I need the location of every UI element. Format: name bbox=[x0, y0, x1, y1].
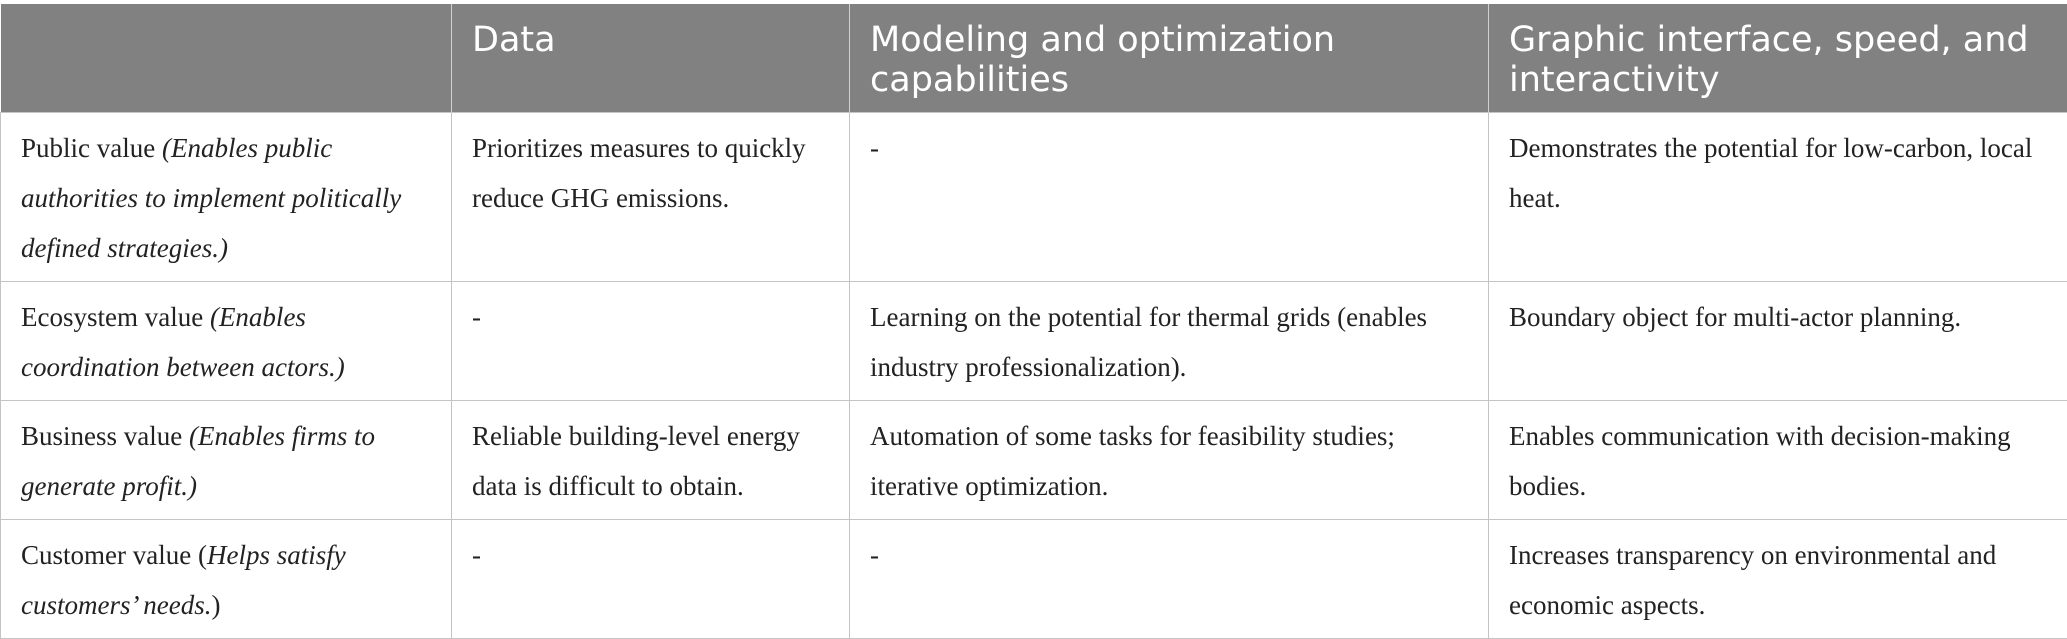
modeling-cell: - bbox=[850, 519, 1489, 638]
interface-cell: Demonstrates the potential for low-carbon, local heat. bbox=[1489, 112, 2067, 281]
row-label-note: (Enables firms to generate profit.) bbox=[21, 421, 375, 501]
row-label-cell bbox=[1, 519, 452, 638]
interface-cell: Increases transparency on environmental and economic aspects. bbox=[1489, 519, 2067, 638]
row-label-cell bbox=[1, 281, 452, 400]
header-cell-interface: Graphic interface, speed, and interactivity bbox=[1489, 4, 2067, 112]
row-label: Ecosystem value bbox=[21, 302, 210, 332]
header-row bbox=[1, 4, 2067, 112]
row-label: Business value bbox=[21, 421, 189, 451]
value-table bbox=[0, 4, 2067, 639]
row-label-close: ) bbox=[211, 590, 220, 620]
table-row bbox=[1, 112, 2067, 281]
row-label-cell bbox=[1, 400, 452, 519]
header-cell-modeling: Modeling and optimization capabilities bbox=[850, 4, 1489, 112]
row-label-note: Helps satisfy customers’ needs. bbox=[21, 540, 346, 620]
table-row bbox=[1, 400, 2067, 519]
data-cell: - bbox=[452, 281, 850, 400]
header-cell-empty bbox=[1, 4, 452, 112]
row-label: Public value bbox=[21, 133, 162, 163]
interface-cell: Enables communication with decision-making bodies. bbox=[1489, 400, 2067, 519]
table-row bbox=[1, 519, 2067, 638]
modeling-cell: - bbox=[850, 112, 1489, 281]
modeling-cell: Automation of some tasks for feasibility studies; iterative optimization. bbox=[850, 400, 1489, 519]
row-label-note: (Enables coordination between actors.) bbox=[21, 302, 345, 382]
table-row bbox=[1, 281, 2067, 400]
modeling-cell: Learning on the potential for thermal grids (enables industry professionalization). bbox=[850, 281, 1489, 400]
interface-cell: Boundary object for multi-actor planning. bbox=[1489, 281, 2067, 400]
data-cell: - bbox=[452, 519, 850, 638]
row-label: Customer value ( bbox=[21, 540, 207, 570]
row-label-cell bbox=[1, 112, 452, 281]
value-table-container bbox=[0, 4, 2067, 639]
data-cell: Reliable building-level energy data is difficult to obtain. bbox=[452, 400, 850, 519]
data-cell: Prioritizes measures to quickly reduce GHG emissions. bbox=[452, 112, 850, 281]
header-cell-data: Data bbox=[452, 4, 850, 112]
row-label-note: (Enables public authorities to implement politically defined strategies.) bbox=[21, 133, 401, 263]
